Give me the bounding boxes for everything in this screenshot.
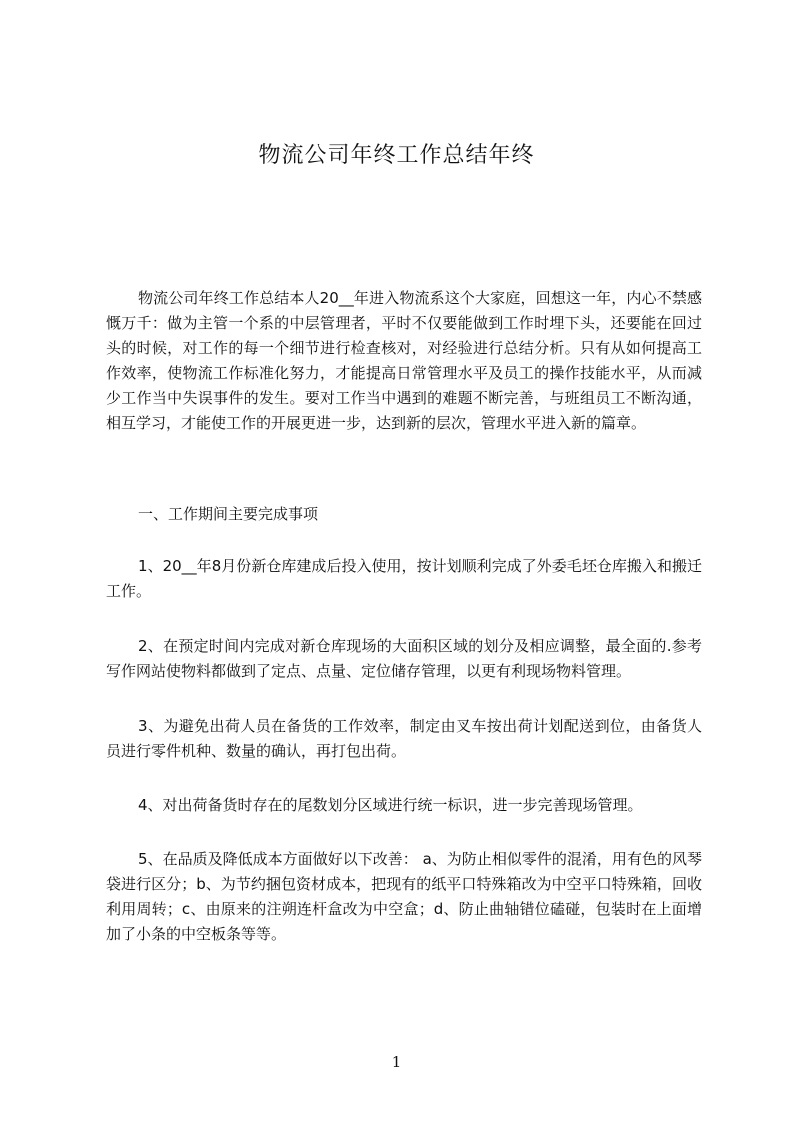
list-item-4: 4、对出荷备货时存在的尾数划分区域进行统一标识，进一步完善现场管理。 xyxy=(138,796,643,814)
list-item-5: 5、在品质及降低成本方面做好以下改善： a、为防止相似零件的混淆，用有色的风琴袋进行区分；b、为节约捆包资材成本，把现有的纸平口特殊箱改为中空平口特殊箱，回收利用周转；c、由原来的注朔连杆盒改为中空盒；d、防止曲轴错位磕碰，包装时在上面增加了小条的中空板条等等。 xyxy=(106,850,702,943)
list-item-1: 1、20__年8月份新仓库建成后投入使用，按计划顺利完成了外委毛坯仓库搬入和搬迁工作。 xyxy=(106,557,702,600)
section-heading: 一、工作期间主要完成事项 xyxy=(138,505,319,523)
page-number: 1 xyxy=(391,1053,402,1071)
document-title: 物流公司年终工作总结年终 xyxy=(258,143,535,168)
intro-paragraph: 物流公司年终工作总结本人20__年进入物流系这个大家庭，回想这一年，内心不禁感慨万千：做为主管一个系的中层管理者，平时不仅要能做到工作时埋下头，还要能在回过头的时候，对工作的每一个细节进行检查核对，对经验进行总结分析。只有从如何提高工作效率，使物流工作标准化努力，才能提高日常管理水平及员工的操作技能水平，从而减少工作当中失误事件的发生。要对工作当中遇到的难题不断完善，与班组员工不断沟通，相互学习，才能使工作的开展更进一步，达到新的层次，管理水平进入新的篇章。 xyxy=(106,289,702,432)
list-item-2: 2、在预定时间内完成对新仓库现场的大面积区域的划分及相应调整，最全面的.参考写作网站使物料都做到了定点、点量、定位储存管理，以更有利现场物料管理。 xyxy=(106,637,702,680)
list-item-3: 3、为避免出荷人员在备货的工作效率，制定由叉车按出荷计划配送到位，由备货人员进行零件机种、数量的确认，再打包出荷。 xyxy=(106,717,702,760)
